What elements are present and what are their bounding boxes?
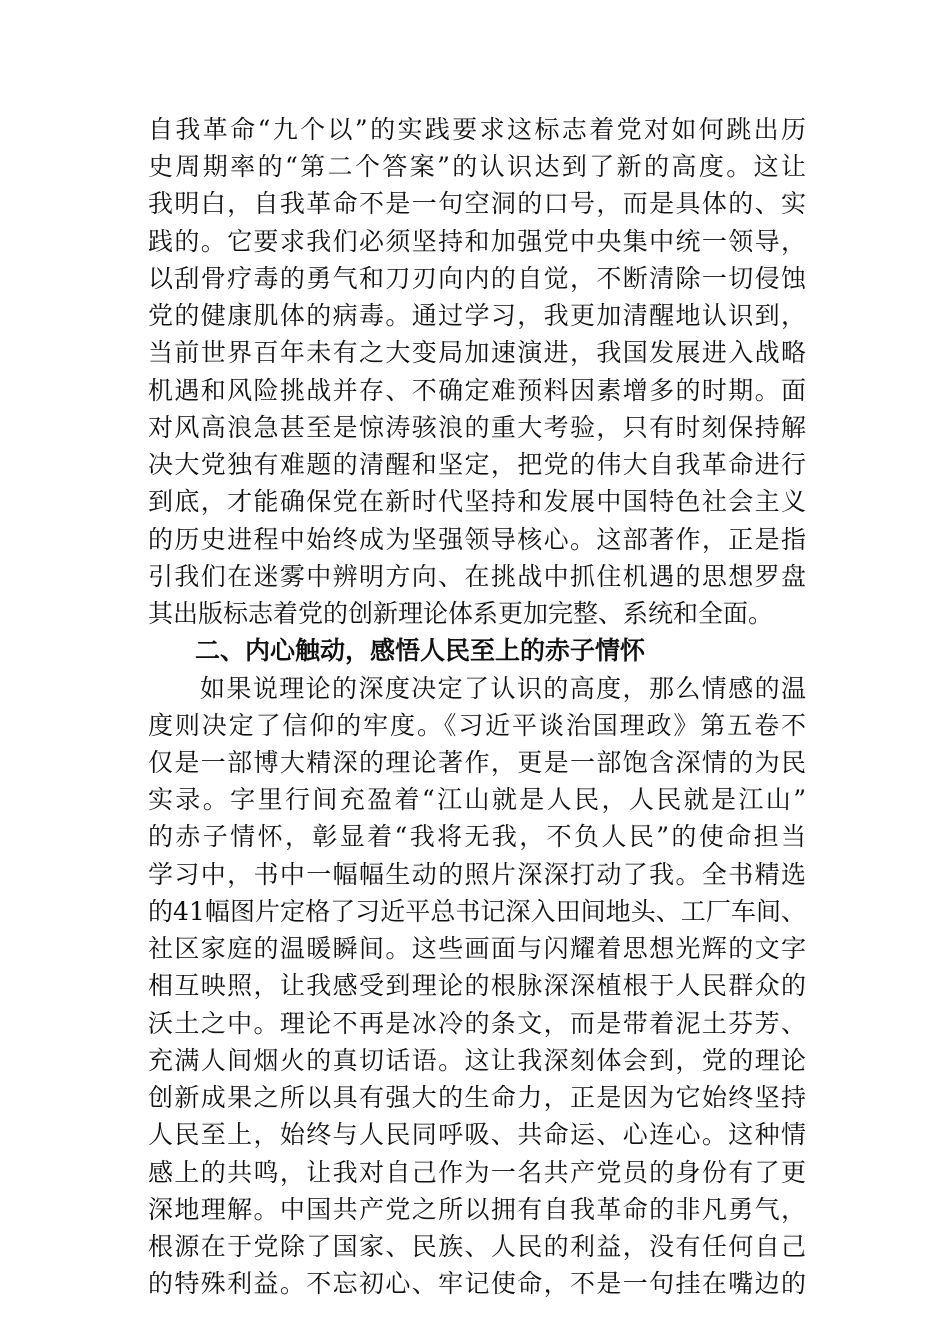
- text-line: 充满人间烟火的真切话语。这让我深刻体会到，党的理论: [148, 1045, 806, 1075]
- text-line: 的特殊利益。不忘初心、牢记使命，不是一句挂在嘴边的: [148, 1269, 806, 1299]
- text-line: 践的。它要求我们必须坚持和加强党中央集中统一领导，: [148, 226, 806, 256]
- text-line: 自我革命“九个以”的实践要求这标志着党对如何跳出历: [148, 115, 806, 144]
- text-line: 社区家庭的温暖瞬间。这些画面与闪耀着思想光辉的文字: [148, 934, 806, 964]
- text-line: 深地理解。中国共产党之所以拥有自我革命的非凡勇气，: [148, 1194, 806, 1224]
- text-line: 机遇和风险挑战并存、不确定难预料因素增多的时期。面: [148, 375, 806, 405]
- text-line: 仅是一部博大精深的理论著作，更是一部饱含深情的为民: [148, 747, 806, 777]
- text-line: 沃土之中。理论不再是冰冷的条文，而是带着泥土芬芳、: [148, 1008, 806, 1038]
- text-line: 引我们在迷雾中辨明方向、在挑战中抓住机遇的思想罗盘: [148, 561, 806, 591]
- body-text: [148, 111, 806, 1303]
- text-line: 党的健康肌体的病毒。通过学习，我更加清醒地认识到，: [148, 301, 806, 331]
- section-heading: 二、内心触动，感悟人民至上的赤子情怀: [195, 636, 646, 666]
- text-line: 对风高浪急甚至是惊涛骇浪的重大考验，只有时刻保持解: [148, 412, 806, 442]
- paragraph-1: [148, 111, 806, 632]
- text-line: 相互映照，让我感受到理论的根脉深深植根于人民群众的: [148, 971, 806, 1001]
- text-line: 到底，才能确保党在新时代坚持和发展中国特色社会主义: [148, 487, 806, 517]
- text-line: 的历史进程中始终成为坚强领导核心。这部著作，正是指: [148, 524, 806, 554]
- text-line: 的赤子情怀，彰显着“我将无我，不负人民”的使命担当: [148, 822, 806, 852]
- text-line: 以刮骨疗毒的勇气和刀刃向内的自觉，不断清除一切侵蚀: [148, 263, 806, 293]
- text-line: 根源在于党除了国家、民族、人民的利益，没有任何自己: [148, 1232, 806, 1262]
- text-line: 感上的共鸣，让我对自己作为一名共产党员的身份有了更: [148, 1157, 806, 1187]
- text-line: 决大党独有难题的清醒和坚定，把党的伟大自我革命进行: [148, 450, 806, 480]
- text-line: 的41幅图片定格了习近平总书记深入田间地头、工厂车间、: [148, 896, 806, 926]
- paragraph-2: [148, 670, 806, 1303]
- text-line: 史周期率的“第二个答案”的认识达到了新的高度。这让: [148, 152, 806, 182]
- text-line: 如果说理论的深度决定了认识的高度，那么情感的温: [200, 673, 806, 703]
- text-line: 当前世界百年未有之大变局加速演进，我国发展进入战略: [148, 338, 806, 368]
- text-line: 学习中，书中一幅幅生动的照片深深打动了我。全书精选: [148, 859, 806, 889]
- text-line: 人民至上，始终与人民同呼吸、共命运、心连心。这种情: [148, 1120, 806, 1150]
- text-line: 我明白，自我革命不是一句空洞的口号，而是具体的、实: [148, 189, 806, 219]
- text-line: 创新成果之所以具有强大的生命力，正是因为它始终坚持: [148, 1083, 806, 1113]
- text-line: 实录。字里行间充盈着“江山就是人民，人民就是江山”: [148, 785, 806, 815]
- text-line: 度则决定了信仰的牢度。《习近平谈治国理政》第五卷不: [148, 710, 806, 740]
- text-line: 其出版标志着党的创新理论体系更加完整、系统和全面。: [148, 599, 774, 629]
